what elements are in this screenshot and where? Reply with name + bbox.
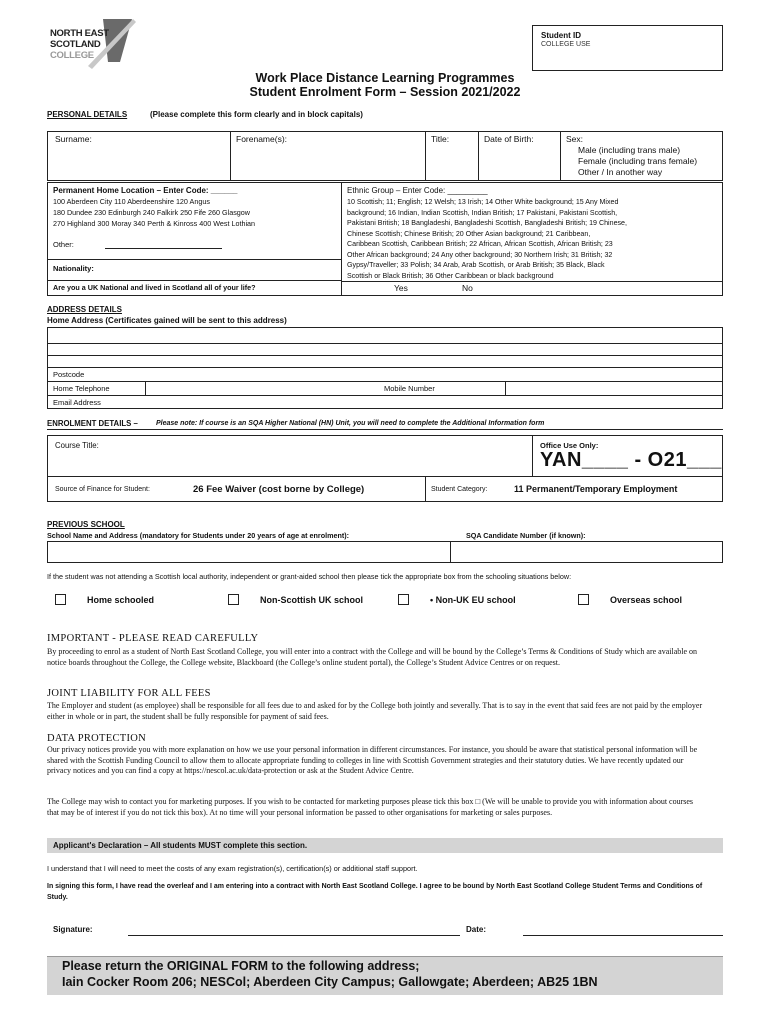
important-heading: IMPORTANT - PLEASE READ CAREFULLY [47,633,259,644]
surname-field[interactable]: Surname: [55,134,92,144]
mobile-number-field[interactable]: Mobile Number [384,384,435,393]
email-address-field[interactable]: Email Address [53,398,101,407]
ethnic-line: Chinese Scottish; Chinese British; 20 Other Asian background; 21 Caribbean, [347,229,591,238]
previous-school-heading: PREVIOUS SCHOOL [47,520,125,529]
address-table [47,327,723,409]
school-name-input[interactable] [450,541,451,563]
uk-national-question: Are you a UK National and lived in Scotland all of your life? [53,283,256,292]
logo-line-2: SCOTLAND [50,39,101,50]
home-telephone-field[interactable]: Home Telephone [53,384,110,393]
school-name-label: School Name and Address (mandatory for Students under 20 years of age at enrolment): [47,531,350,540]
ethnic-line: background; 16 Indian, Indian Scottish, Indian British; 17 Pakistani, Pakistani Scottish, [347,208,618,217]
postcode-field[interactable]: Postcode [53,370,85,379]
ethnic-group-label[interactable]: Ethnic Group – Enter Code: _________ [347,186,488,195]
overseas-checkbox[interactable] [578,594,589,605]
office-use-label: Office Use Only: [540,441,599,450]
address-line-1[interactable] [47,343,723,344]
declaration-line-1: I understand that I will need to meet the costs of any exam registration(s), certification(s) or additional staff support. [47,864,418,873]
sqa-number-label: SQA Candidate Number (if known): [466,531,586,540]
finance-label: Source of Finance for Student: [55,486,150,493]
home-code-line-3: 270 Highland 300 Moray 340 Perth & Kinross 400 West Lothian [53,219,256,228]
joint-liability-heading: JOINT LIABILITY FOR ALL FEES [47,688,211,699]
personal-details-heading: PERSONAL DETAILS [47,110,128,119]
forenames-field[interactable]: Forename(s): [236,134,288,144]
declaration-line-2: In signing this form, I have read the overleaf and I am entering into a contract with North East Scotland College. I agree to be bound by North East Scotland College Student Terms and Conditions of Study. [47,883,703,901]
data-protection-heading: DATA PROTECTION [47,733,147,744]
declaration-heading: Applicant's Declaration – All students MUST complete this section. [53,841,308,850]
signature-label: Signature: [53,925,93,934]
category-value[interactable]: 11 Permanent/Temporary Employment [514,484,678,494]
office-code: YAN____ - O21___ [540,449,722,471]
enrolment-note: Please note: If course is an SQA Higher National (HN) Unit, you will need to complete the Additional Information form [156,420,545,427]
form-title-line-1: Work Place Distance Learning Programmes [255,71,515,85]
student-id-sub: COLLEGE USE [541,41,591,48]
uk-national-no[interactable]: No [462,283,473,293]
return-line-1: Please return the ORIGINAL FORM to the following address; [62,959,420,973]
course-title-field[interactable]: Course Title: [55,441,99,450]
marketing-text: The College may wish to contact you for marketing purposes. If you wish to be contacted for marketing purposes please tick this box □ (We will be unable to provide you with information about courses that may be of interest if you do not tick this box). At no time will your personal information be passed to other organisations for marketing or sales purposes. [47,797,694,817]
personal-details-note: (Please complete this form clearly and in block capitals) [150,110,363,119]
form-title-line-2: Student Enrolment Form – Session 2021/2022 [249,85,521,99]
enrolment-heading: ENROLMENT DETAILS – [47,419,138,428]
category-label: Student Category: [431,486,488,493]
address-details-heading: ADDRESS DETAILS [47,305,122,314]
home-schooled-label: Home schooled [87,595,155,605]
title-field[interactable]: Title: [431,134,450,144]
ethnic-line: Pakistani British; 18 Bangladeshi, Bangladeshi Scottish, Bangladeshi British; 19 Chinese, [347,219,627,227]
student-id-label: Student ID [541,31,581,40]
data-protection-text: Our privacy notices provide you with more explanation on how we use your personal information in different circumstances. For instance, you should be aware that statistical personal information will be shared with the Scottish Funding Council to allow them to allocate appropriate funding to colleges in line with Scottish Government strategies and their statutory duties. We have recently updated our privacy notices and you can find a copy at https://nescol.ac.uk/data-protection or ask at the Student Advice Centre. [47,745,698,775]
ethnic-line: Caribbean Scottish, Caribbean British; 22 African, African Scottish, African British; 23 [347,240,613,248]
return-line-2: Iain Cocker Room 206; NESCol; Aberdeen City Campus; Gallowgate; Aberdeen; AB25 1BN [62,975,598,989]
home-address-sub: Home Address (Certificates gained will be sent to this address) [47,316,287,325]
home-code-line-1: 100 Aberdeen City 110 Aberdeenshire 120 Angus [53,197,210,206]
nationality-field[interactable]: Nationality: [53,264,94,273]
other-input-line[interactable] [105,248,222,249]
school-instruction: If the student was not attending a Scottish local authority, independent or grant-aided school then please tick the appropriate box from the schooling situations below: [47,572,572,581]
home-schooled-checkbox[interactable] [55,594,66,605]
date-label: Date: [466,925,487,934]
home-location-label[interactable]: Permanent Home Location – Enter Code: ______ [53,186,238,195]
non-uk-eu-checkbox[interactable] [398,594,409,605]
sex-option-female[interactable]: Female (including trans female) [578,156,698,166]
important-text: By proceeding to enrol as a student of North East Scotland College, you will enter into a contract with the College and will be bound by the College’s Terms & Conditions of Study which are available on notice boards throughout the College, the College website, Blackboard (the College’s online student portal), the College’s Student Advice Centres or on request. [47,647,698,667]
logo-line-1: NORTH EAST [50,28,109,39]
date-line[interactable] [523,935,723,936]
other-label: Other: [53,240,74,249]
joint-liability-text: The Employer and student (as employee) shall be responsible for all fees due to and asked for by the College both jointly and severally. That is to say in the event that said fees are not paid by the employer either in whole or in part, the student shall be fully responsible for payment of said fees. [47,701,703,721]
school-table [47,541,723,563]
college-logo [48,14,138,72]
signature-line[interactable] [128,935,460,936]
non-uk-eu-label: • Non-UK EU school [430,595,516,605]
sex-option-male[interactable]: Male (including trans male) [578,145,681,155]
sex-option-other[interactable]: Other / In another way [578,167,663,177]
uk-national-yes[interactable]: Yes [394,283,408,293]
finance-value[interactable]: 26 Fee Waiver (cost borne by College) [193,484,365,495]
logo-line-3: COLLEGE [50,50,94,61]
address-line-2[interactable] [47,355,723,356]
ethnic-line: 10 Scottish; 11; English; 12 Welsh; 13 Irish; 14 Other White background; 15 Any Mixed [347,198,619,206]
sex-label: Sex: [566,134,584,144]
ethnic-line: Other African background; 24 Any other background; 30 Northern Irish; 31 British; 32 [347,250,613,259]
dob-field[interactable]: Date of Birth: [484,134,534,144]
ethnic-line: Gypsy/Traveller; 33 Polish; 34 Arab, Arab Scottish, or Arab British; 35 Black, Black [347,261,605,269]
non-scottish-uk-label: Non-Scottish UK school [260,595,363,605]
home-code-line-2: 180 Dundee 230 Edinburgh 240 Falkirk 250 Fife 260 Glasgow [53,208,250,217]
non-scottish-uk-checkbox[interactable] [228,594,239,605]
overseas-label: Overseas school [610,595,683,605]
ethnic-line: Scottish or Black British; 36 Other Caribbean or black background [347,271,554,280]
